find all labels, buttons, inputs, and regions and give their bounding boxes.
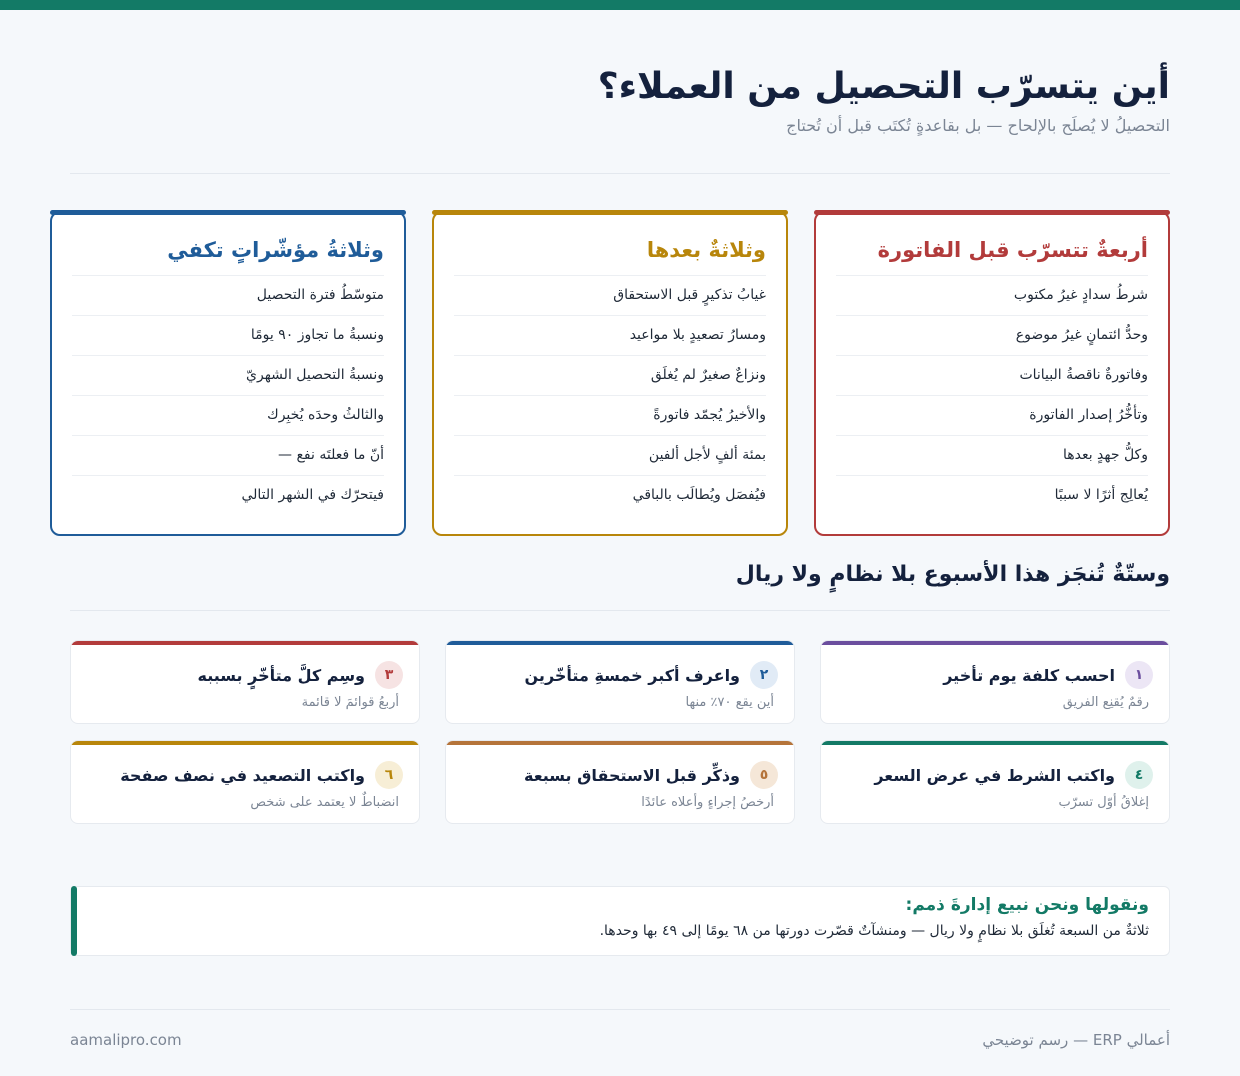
header	[70, 62, 1170, 135]
list-item: وفاتورةٌ ناقصةُ البيانات	[836, 355, 1148, 395]
card-title: أربعةٌ تتسرّب قبل الفاتورة	[877, 238, 1148, 262]
top-accent-bar	[0, 0, 1240, 10]
task-title: واكتب الشرط في عرض السعر	[874, 765, 1115, 785]
task-subtitle: رقمٌ يُقنِع الفريق	[1062, 695, 1149, 710]
task-number-badge: ٥	[750, 761, 778, 789]
list-item: متوسّطُ فترة التحصيل	[72, 275, 384, 315]
card-before-invoice	[814, 211, 1170, 536]
card-list	[72, 275, 384, 515]
task-subtitle: إغلاقُ أوّل تسرّب	[1058, 795, 1149, 810]
callout-text: ثلاثةٌ من السبعة تُغلَق بلا نظامٍ ولا ريال — ومنشآتٌ قصّرت دورتها من ٦٨ يومًا إلى ٤٩ بها وحدها.	[599, 923, 1149, 939]
callout-accent-bar	[71, 886, 77, 956]
footer	[70, 1031, 1170, 1051]
list-item: فيتحرّك في الشهر التالي	[72, 475, 384, 515]
list-item: فيُفصَل ويُطالَب بالباقي	[454, 475, 766, 515]
task-subtitle: أين يقع ٧٠٪ منها	[685, 695, 774, 710]
card-after-invoice	[432, 211, 788, 536]
list-item: والثالثُ وحدَه يُخبِرك	[72, 395, 384, 435]
list-item: شرطُ سدادٍ غيرُ مكتوب	[836, 275, 1148, 315]
task-card	[820, 740, 1170, 824]
task-title: وذكِّر قبل الاستحقاق بسبعة	[524, 765, 740, 785]
list-item: والأخيرُ يُجمّد فاتورةً	[454, 395, 766, 435]
task-number-badge: ٢	[750, 661, 778, 689]
task-card	[445, 740, 795, 824]
list-item: وكلُّ جهدٍ بعدها	[836, 435, 1148, 475]
task-number-badge: ٤	[1125, 761, 1153, 789]
tasks-section-title: وستّةٌ تُنجَز هذا الأسبوع بلا نظامٍ ولا ريال	[735, 562, 1170, 587]
header-divider	[70, 173, 1170, 174]
task-card	[820, 640, 1170, 724]
task-number-badge: ٣	[375, 661, 403, 689]
task-subtitle: أرخصُ إجراءٍ وأعلاه عائدًا	[641, 795, 774, 810]
task-number-badge: ٦	[375, 761, 403, 789]
section-divider	[70, 610, 1170, 611]
card-title: وثلاثةٌ بعدها	[646, 238, 766, 262]
footer-divider	[70, 1009, 1170, 1010]
callout-box	[70, 886, 1170, 956]
list-item: ونسبةُ التحصيل الشهريّ	[72, 355, 384, 395]
task-card	[70, 640, 420, 724]
task-title: واعرف أكبر خمسةِ متأخّرين	[524, 665, 740, 685]
footer-caption: أعمالي ERP — رسم توضيحي	[982, 1031, 1170, 1049]
task-card	[445, 640, 795, 724]
list-item: وتأخُّرُ إصدار الفاتورة	[836, 395, 1148, 435]
list-item: بمئة ألفٍ لأجل ألفين	[454, 435, 766, 475]
list-item: أنّ ما فعلتَه نفع —	[72, 435, 384, 475]
callout-title: ونقولها ونحن نبيع إدارةَ ذمم:	[905, 895, 1149, 915]
list-item: ومسارُ تصعيدٍ بلا مواعيد	[454, 315, 766, 355]
task-title: احسب كلفة يوم تأخير	[943, 665, 1115, 685]
card-indicators	[50, 211, 406, 536]
list-item: وحدُّ ائتمانٍ غيرُ موضوع	[836, 315, 1148, 355]
card-title: وثلاثةُ مؤشّراتٍ تكفي	[167, 238, 384, 262]
page-title: أين يتسرّب التحصيل من العملاء؟	[597, 66, 1170, 107]
list-item: ونسبةُ ما تجاوز ٩٠ يومًا	[72, 315, 384, 355]
footer-website-link[interactable]: aamalipro.com	[70, 1031, 182, 1049]
task-title: واكتب التصعيد في نصف صفحة	[120, 765, 365, 785]
task-subtitle: أربعُ قوائمَ لا قائمة	[301, 695, 399, 710]
task-number-badge: ١	[1125, 661, 1153, 689]
task-title: وسِم كلَّ متأخّرٍ بسببه	[197, 665, 365, 685]
card-list	[836, 275, 1148, 515]
task-card	[70, 740, 420, 824]
list-item: ونزاعٌ صغيرٌ لم يُغلَق	[454, 355, 766, 395]
list-item: يُعالِج أثرًا لا سببًا	[836, 475, 1148, 515]
card-list	[454, 275, 766, 515]
task-subtitle: انضباطٌ لا يعتمد على شخص	[250, 795, 399, 810]
page-subtitle: التحصيلُ لا يُصلَح بالإلحاح — بل بقاعدةٍ تُكتَب قبل أن تُحتاج	[786, 116, 1170, 135]
list-item: غيابُ تذكيرٍ قبل الاستحقاق	[454, 275, 766, 315]
